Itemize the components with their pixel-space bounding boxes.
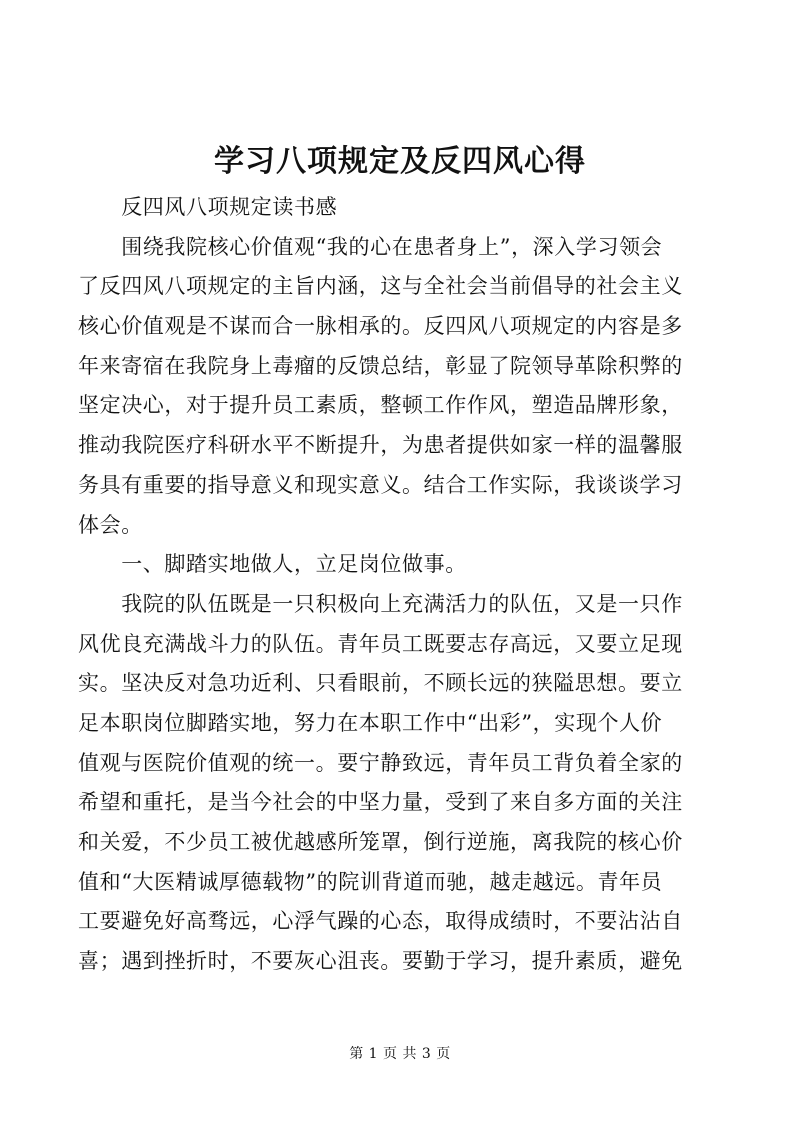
paragraph-line: 我院的队伍既是一只积极向上充满活力的队伍，又是一只作 <box>78 591 683 616</box>
paragraph-line: 年来寄宿在我院身上毒瘤的反馈总结，彰显了院领导革除积弊的 <box>78 353 683 378</box>
paragraph-line: 和关爱，不少员工被优越感所笼罩，倒行逆施，离我院的核心价 <box>78 830 683 854</box>
paragraph-line: 风优良充满战斗力的队伍。青年员工既要志存高远，又要立足现 <box>78 631 683 656</box>
paragraph-line: 值观与医院价值观的统一。要宁静致远，青年员工背负着全家的 <box>78 750 683 775</box>
paragraph-line: 足本职岗位脚踏实地，努力在本职工作中“出彩”，实现个人价 <box>78 710 663 735</box>
paragraph-line: 务具有重要的指导意义和现实意义。结合工作实际，我谈谈学习 <box>78 472 683 497</box>
paragraph-line: 了反四风八项规定的主旨内涵，这与全社会当前倡导的社会主义 <box>78 274 683 299</box>
paragraph-line: 坚定决心，对于提升员工素质，整顿工作作风，塑造品牌形象， <box>78 393 683 418</box>
paragraph-line: 希望和重托，是当今社会的中坚力量，受到了来自多方面的关注 <box>78 790 683 815</box>
paragraph-line: 一、脚踏实地做人，立足岗位做事。 <box>78 552 467 577</box>
paragraph-line: 实。坚决反对急功近利、只看眼前，不顾长远的狭隘思想。要立 <box>78 671 683 696</box>
paragraph-line: 核心价值观是不谋而合一脉相承的。反四风八项规定的内容是多 <box>78 314 683 339</box>
paragraph-line: 工要避免好高骛远，心浮气躁的心态，取得成绩时，不要沾沾自 <box>78 909 683 934</box>
document-title: 学习八项规定及反四风心得 <box>214 144 586 179</box>
paragraph-line: 围绕我院核心价值观“我的心在患者身上”，深入学习领会 <box>78 234 663 259</box>
paragraph-line: 体会。 <box>78 512 143 537</box>
page-footer: 第 1 页 共 3 页 <box>349 1046 451 1062</box>
paragraph-line: 喜；遇到挫折时，不要灰心沮丧。要勤于学习，提升素质，避免 <box>78 949 683 974</box>
document-body <box>78 188 718 982</box>
paragraph-line: 推动我院医疗科研水平不断提升，为患者提供如家一样的温馨服 <box>78 433 683 458</box>
paragraph-line: 值和“大医精诚厚德载物”的院训背道而驰，越走越远。青年员 <box>78 869 663 894</box>
paragraph-line: 反四风八项规定读书感 <box>78 195 338 219</box>
